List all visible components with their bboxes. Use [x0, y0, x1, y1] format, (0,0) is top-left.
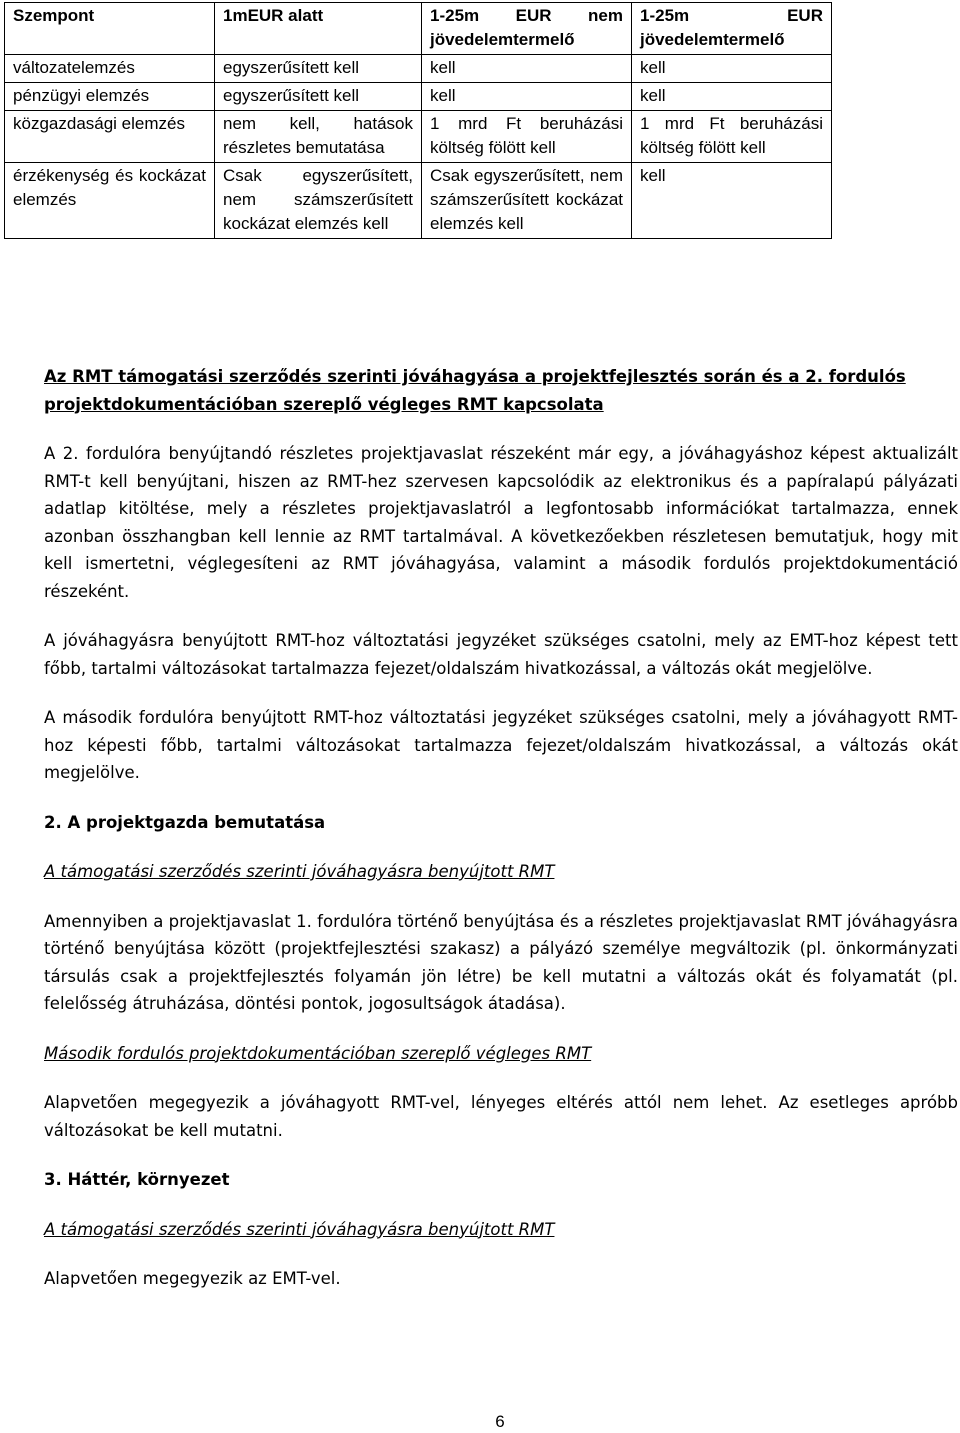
subsection-title: A támogatási szerződés szerinti jóváhagyásra benyújtott RMT: [44, 1219, 555, 1239]
table-row: [5, 111, 832, 163]
paragraph: Amennyiben a projektjavaslat 1. fordulóra történő benyújtása és a részletes projektjavaslat RMT jóváhagyásra történő benyújtása között (projektfejlesztési szakasz) a pályázó személye megváltozik (pl. önkormányzati társulás csak a projektfejlesztés folyamán jön létre) be kell mutatni a változás okát és folyamatát (pl. felelősség átruházása, döntési pontok, jogosultságok átadása).: [44, 911, 958, 1013]
table-cell: kell: [422, 83, 632, 111]
section-title: Az RMT támogatási szerződés szerinti jóváhagyása a projektfejlesztés során és a 2. fordulós projektdokumentációban szereplő végleges RMT kapcsolata: [44, 367, 906, 414]
table-cell: Csak egyszerűsített, nem számszerűsített kockázat elemzés kell: [215, 163, 422, 239]
table-cell: Csak egyszerűsített, nem számszerűsített kockázat elemzés kell: [422, 163, 632, 239]
table-cell: 1 mrd Ft beruházási költség fölött kell: [632, 111, 832, 163]
table-row: [5, 163, 832, 239]
table-cell: 1 mrd Ft beruházási költség fölött kell: [422, 111, 632, 163]
paragraph: Alapvetően megegyezik az EMT-vel.: [44, 1269, 341, 1288]
subsection-title: Második fordulós projektdokumentációban szereplő végleges RMT: [44, 1043, 592, 1063]
table-cell: érzékenység és kockázat elemzés: [5, 163, 215, 239]
criteria-table: [4, 2, 832, 239]
section-heading: 3. Háttér, környezet: [44, 1170, 230, 1189]
table-cell: nem kell, hatások részletes bemutatása: [215, 111, 422, 163]
table-row: [5, 83, 832, 111]
table-cell: kell: [632, 163, 832, 239]
header-cell: 1-25m EUR jövedelemtermelő: [632, 3, 832, 55]
subsection-title: A támogatási szerződés szerinti jóváhagyásra benyújtott RMT: [44, 862, 555, 881]
table-cell: közgazdasági elemzés: [5, 111, 215, 163]
document-body: [44, 363, 958, 1315]
header-cell: Szempont: [5, 3, 215, 55]
table-cell: kell: [422, 55, 632, 83]
paragraph: A 2. fordulóra benyújtandó részletes projektjavaslat részeként már egy, a jóváhagyáshoz képest aktualizált RMT-t kell benyújtani, hiszen az RMT-hez szervesen kapcsolódik az elektronikus és a papíralapú pályázati adatlap kitöltése, mely a részletes projektjavaslatról a legfontosabb információkat tartalmazza, ennek azonban összhangban kell lennie az RMT tartalmával. A következőekben részletesen bemutatjuk, hogy mit kell ismertetni, véglegesíteni az RMT jóváhagyása, valamint a második fordulós projektdokumentáció részeként.: [44, 444, 958, 601]
table-cell: egyszerűsített kell: [215, 55, 422, 83]
table-cell: egyszerűsített kell: [215, 83, 422, 111]
table-cell: kell: [632, 83, 832, 111]
header-cell: 1mEUR alatt: [215, 3, 422, 55]
table-cell: pénzügyi elemzés: [5, 83, 215, 111]
table-header-row: [5, 3, 832, 55]
page-number: 6: [495, 1412, 505, 1431]
section-heading: 2. A projektgazda bemutatása: [44, 812, 326, 832]
table-row: [5, 55, 832, 83]
paragraph: A jóváhagyásra benyújtott RMT-hoz változtatási jegyzéket szükséges csatolni, mely az EMT-hoz képest tett főbb, tartalmi változásokat tartalmazza fejezet/oldalszám hivatkozással, a változás okát megjelölve.: [44, 631, 958, 678]
header-cell: 1-25m EUR nem jövedelemtermelő: [422, 3, 632, 55]
table-cell: kell: [632, 55, 832, 83]
table-cell: változatelemzés: [5, 55, 215, 83]
paragraph: Alapvetően megegyezik a jóváhagyott RMT-vel, lényeges eltérés attól nem lehet. Az esetleges apróbb változásokat be kell mutatni.: [44, 1093, 958, 1140]
paragraph: A második fordulóra benyújtott RMT-hoz változtatási jegyzéket szükséges csatolni, mely a jóváhagyott RMT-hoz képesti főbb, tartalmi változásokat tartalmazza fejezet/oldalszám hivatkozással, a változás okát megjelölve.: [44, 708, 958, 782]
